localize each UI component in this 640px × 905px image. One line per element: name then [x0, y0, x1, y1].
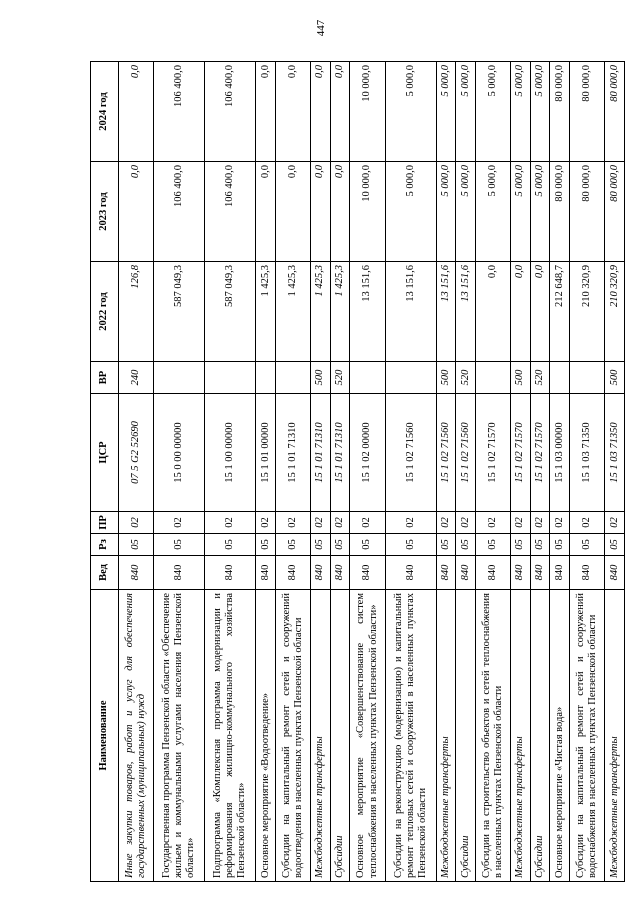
cell-pr: 02: [569, 512, 604, 534]
table-row: [256, 62, 276, 882]
cell-2024: 0,0: [330, 62, 350, 162]
cell-name: Иные закупки товаров, работ и услуг для обеспечения государственных (муниципальных) нужд: [119, 590, 154, 882]
cell-vr: 500: [311, 362, 331, 394]
cell-name: Субсидии: [330, 590, 350, 882]
cell-csr: 15 0 00 00000: [154, 394, 205, 512]
cell-2023: 5 000,0: [385, 162, 436, 262]
cell-name: Субсидии: [530, 590, 550, 882]
cell-2023: 5 000,0: [511, 162, 531, 262]
cell-csr: 15 1 02 00000: [350, 394, 385, 512]
cell-2022: 587 049,3: [205, 262, 256, 362]
cell-2023: 10 000,0: [350, 162, 385, 262]
cell-2022: 13 151,6: [436, 262, 456, 362]
table-row: [456, 62, 476, 882]
table-row: [550, 62, 570, 882]
cell-vr: 240: [119, 362, 154, 394]
cell-csr: 15 1 01 71310: [311, 394, 331, 512]
cell-2024: 0,0: [119, 62, 154, 162]
cell-vr: [569, 362, 604, 394]
header-rz: Рз: [91, 534, 119, 556]
cell-rz: 05: [530, 534, 550, 556]
header-ved: Вед: [91, 556, 119, 590]
cell-2023: 80 000,0: [605, 162, 625, 262]
cell-csr: 15 1 02 71570: [475, 394, 510, 512]
cell-csr: 15 1 02 71570: [511, 394, 531, 512]
cell-csr: 15 1 03 00000: [550, 394, 570, 512]
cell-name: Подпрограмма «Комплексная программа модернизации и реформирования жилищно-коммунального хозяйства Пензенской области»: [205, 590, 256, 882]
cell-ved: 840: [530, 556, 550, 590]
cell-rz: 05: [605, 534, 625, 556]
cell-rz: 05: [475, 534, 510, 556]
cell-2023: 0,0: [330, 162, 350, 262]
cell-name: Основное мероприятие «Чистая вода»: [550, 590, 570, 882]
cell-2024: 10 000,0: [350, 62, 385, 162]
page-number: [306, 19, 336, 42]
cell-ved: 840: [436, 556, 456, 590]
table-row: [605, 62, 625, 882]
table-row: [311, 62, 331, 882]
budget-table: [90, 61, 625, 882]
cell-2022: 0,0: [511, 262, 531, 362]
header-2022: 2022 год: [91, 262, 119, 362]
cell-2024: 5 000,0: [456, 62, 476, 162]
cell-2023: 80 000,0: [550, 162, 570, 262]
cell-2023: 0,0: [119, 162, 154, 262]
cell-rz: 05: [436, 534, 456, 556]
cell-csr: 15 1 01 00000: [256, 394, 276, 512]
cell-2024: 0,0: [275, 62, 310, 162]
cell-pr: 02: [154, 512, 205, 534]
cell-2022: 587 049,3: [154, 262, 205, 362]
cell-2024: 5 000,0: [436, 62, 456, 162]
header-2023: 2023 год: [91, 162, 119, 262]
table-row: [119, 62, 154, 882]
cell-pr: 02: [456, 512, 476, 534]
cell-csr: 15 1 03 71350: [569, 394, 604, 512]
cell-name: Государственная программа Пензенской области «Обеспечение жильем и коммунальными услугами населения Пензенской области»: [154, 590, 205, 882]
cell-csr: 15 1 02 71560: [436, 394, 456, 512]
table-row: [569, 62, 604, 882]
cell-name: Межбюджетные трансферты: [511, 590, 531, 882]
cell-name: Субсидии на реконструкцию (модернизацию) и капитальный ремонт тепловых сетей и сооружений в населенных пунктах Пензенской области: [385, 590, 436, 882]
cell-pr: 02: [530, 512, 550, 534]
cell-ved: 840: [350, 556, 385, 590]
header-name: Наименование: [91, 590, 119, 882]
cell-pr: 02: [330, 512, 350, 534]
cell-2023: 80 000,0: [569, 162, 604, 262]
cell-2024: 80 000,0: [569, 62, 604, 162]
cell-rz: 05: [511, 534, 531, 556]
header-vr: ВР: [91, 362, 119, 394]
cell-2022: 126,8: [119, 262, 154, 362]
table-row: [350, 62, 385, 882]
cell-csr: 15 1 01 71310: [330, 394, 350, 512]
cell-2024: 80 000,0: [605, 62, 625, 162]
cell-rz: 05: [275, 534, 310, 556]
cell-rz: 05: [311, 534, 331, 556]
cell-2023: 106 400,0: [205, 162, 256, 262]
cell-2022: 1 425,3: [275, 262, 310, 362]
cell-pr: 02: [256, 512, 276, 534]
table-row: [330, 62, 350, 882]
cell-ved: 840: [456, 556, 476, 590]
cell-vr: 520: [330, 362, 350, 394]
cell-2024: 5 000,0: [385, 62, 436, 162]
cell-2022: 13 151,6: [350, 262, 385, 362]
cell-2022: 210 320,9: [605, 262, 625, 362]
cell-vr: 500: [605, 362, 625, 394]
cell-pr: 02: [550, 512, 570, 534]
cell-rz: 05: [119, 534, 154, 556]
table-body: [119, 62, 625, 882]
cell-csr: 07 5 G2 52690: [119, 394, 154, 512]
cell-rz: 05: [256, 534, 276, 556]
cell-2024: 80 000,0: [550, 62, 570, 162]
table-row: [436, 62, 456, 882]
cell-csr: 15 1 02 71560: [456, 394, 476, 512]
header-2024: 2024 год: [91, 62, 119, 162]
cell-csr: 15 1 02 71570: [530, 394, 550, 512]
cell-name: Межбюджетные трансферты: [311, 590, 331, 882]
cell-2022: 13 151,6: [456, 262, 476, 362]
cell-vr: [154, 362, 205, 394]
cell-ved: 840: [511, 556, 531, 590]
cell-2022: 13 151,6: [385, 262, 436, 362]
cell-2022: 1 425,3: [256, 262, 276, 362]
cell-pr: 02: [311, 512, 331, 534]
cell-2023: 0,0: [275, 162, 310, 262]
rotated-table-frame: [90, 62, 625, 882]
cell-vr: [475, 362, 510, 394]
cell-2024: 106 400,0: [205, 62, 256, 162]
table-row: [205, 62, 256, 882]
cell-vr: [275, 362, 310, 394]
cell-vr: 500: [436, 362, 456, 394]
cell-rz: 05: [330, 534, 350, 556]
cell-ved: 840: [154, 556, 205, 590]
cell-2024: 5 000,0: [530, 62, 550, 162]
cell-2022: 0,0: [530, 262, 550, 362]
cell-rz: 05: [456, 534, 476, 556]
budget-table-container: [90, 62, 625, 882]
cell-pr: 02: [605, 512, 625, 534]
table-row: [475, 62, 510, 882]
cell-ved: 840: [256, 556, 276, 590]
cell-name: Субсидии на капитальный ремонт сетей и сооружений водоотведения в населенных пунктах Пензенской области: [275, 590, 310, 882]
header-csr: ЦСР: [91, 394, 119, 512]
cell-2024: 106 400,0: [154, 62, 205, 162]
cell-2022: 210 320,9: [569, 262, 604, 362]
cell-pr: 02: [119, 512, 154, 534]
cell-pr: 02: [436, 512, 456, 534]
cell-pr: 02: [275, 512, 310, 534]
cell-name: Субсидии: [456, 590, 476, 882]
cell-pr: 02: [205, 512, 256, 534]
cell-ved: 840: [205, 556, 256, 590]
cell-name: Межбюджетные трансферты: [605, 590, 625, 882]
cell-2024: 0,0: [256, 62, 276, 162]
cell-vr: [550, 362, 570, 394]
cell-2023: 0,0: [256, 162, 276, 262]
cell-ved: 840: [605, 556, 625, 590]
table-row: [154, 62, 205, 882]
cell-csr: 15 1 00 00000: [205, 394, 256, 512]
table-row: [530, 62, 550, 882]
cell-2022: 0,0: [475, 262, 510, 362]
cell-ved: 840: [311, 556, 331, 590]
cell-name: Основное мероприятие «Совершенствование систем теплоснабжения в населенных пунктах Пензенской области»: [350, 590, 385, 882]
cell-ved: 840: [330, 556, 350, 590]
cell-2023: 0,0: [311, 162, 331, 262]
cell-2023: 5 000,0: [456, 162, 476, 262]
cell-rz: 05: [550, 534, 570, 556]
cell-ved: 840: [385, 556, 436, 590]
cell-vr: [205, 362, 256, 394]
cell-rz: 05: [385, 534, 436, 556]
cell-name: Основное мероприятие «Водоотведение»: [256, 590, 276, 882]
cell-pr: 02: [511, 512, 531, 534]
cell-name: Субсидии на капитальный ремонт сетей и сооружений водоснабжения в населенных пунктах Пензенской области: [569, 590, 604, 882]
table-row: [385, 62, 436, 882]
cell-csr: 15 1 02 71560: [385, 394, 436, 512]
cell-vr: 500: [511, 362, 531, 394]
cell-name: Субсидии на строительство объектов и сетей теплоснабжения в населенных пунктах Пензенской области: [475, 590, 510, 882]
cell-ved: 840: [275, 556, 310, 590]
cell-2024: 0,0: [311, 62, 331, 162]
cell-2022: 212 648,7: [550, 262, 570, 362]
cell-pr: 02: [475, 512, 510, 534]
table-row: [511, 62, 531, 882]
table-header-row: [91, 62, 119, 882]
cell-rz: 05: [154, 534, 205, 556]
cell-pr: 02: [385, 512, 436, 534]
cell-rz: 05: [350, 534, 385, 556]
cell-2023: 5 000,0: [530, 162, 550, 262]
header-pr: ПР: [91, 512, 119, 534]
cell-vr: [350, 362, 385, 394]
cell-2023: 5 000,0: [436, 162, 456, 262]
cell-csr: 15 1 03 71350: [605, 394, 625, 512]
cell-vr: 520: [530, 362, 550, 394]
cell-2024: 5 000,0: [511, 62, 531, 162]
cell-csr: 15 1 01 71310: [275, 394, 310, 512]
cell-name: Межбюджетные трансферты: [436, 590, 456, 882]
cell-2023: 106 400,0: [154, 162, 205, 262]
cell-pr: 02: [350, 512, 385, 534]
cell-ved: 840: [569, 556, 604, 590]
cell-vr: 520: [456, 362, 476, 394]
cell-2022: 1 425,3: [330, 262, 350, 362]
cell-rz: 05: [205, 534, 256, 556]
cell-rz: 05: [569, 534, 604, 556]
cell-2024: 5 000,0: [475, 62, 510, 162]
cell-2023: 5 000,0: [475, 162, 510, 262]
cell-vr: [256, 362, 276, 394]
cell-ved: 840: [475, 556, 510, 590]
cell-2022: 1 425,3: [311, 262, 331, 362]
cell-ved: 840: [119, 556, 154, 590]
cell-vr: [385, 362, 436, 394]
table-row: [275, 62, 310, 882]
page-number-text: 447: [315, 19, 327, 37]
cell-ved: 840: [550, 556, 570, 590]
